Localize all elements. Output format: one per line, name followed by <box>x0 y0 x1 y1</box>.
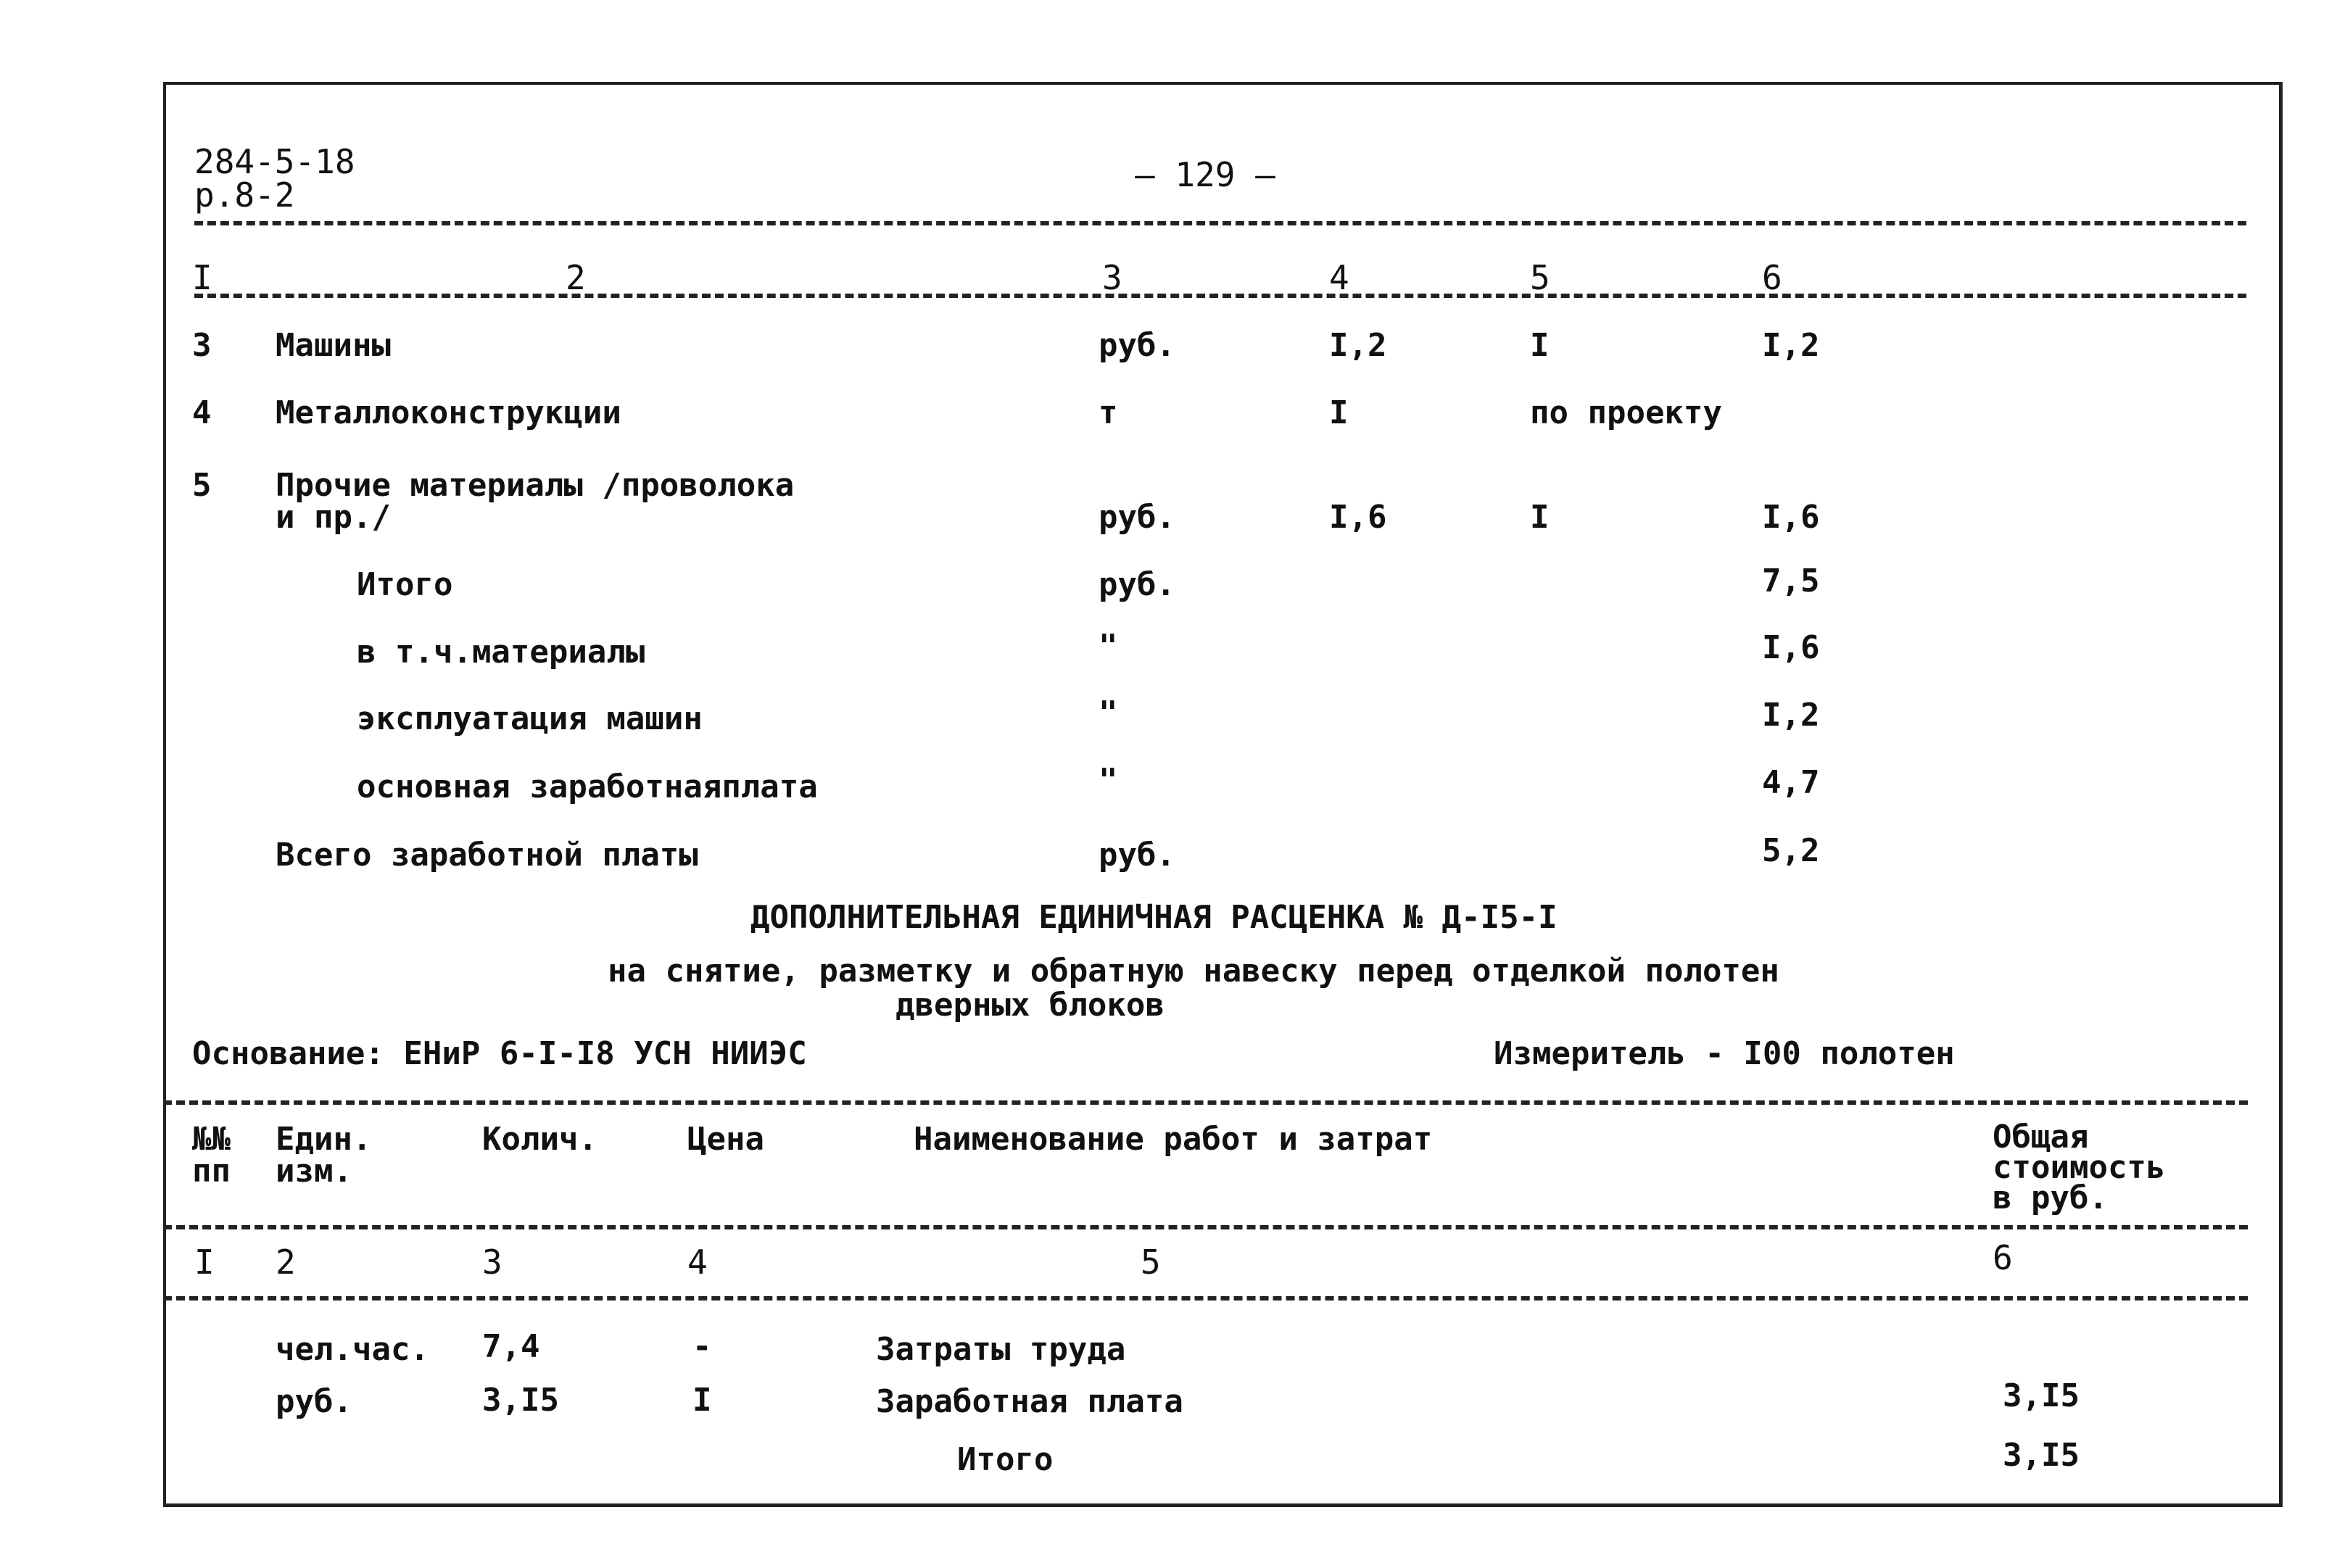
column-number: 4 <box>1329 258 1349 297</box>
row-name: Металлоконструкции <box>276 394 621 431</box>
total-unit: " <box>1099 762 1118 799</box>
total-unit: руб. <box>1099 837 1175 874</box>
total-label: эксплуатация машин <box>357 700 703 737</box>
total-unit: " <box>1099 694 1118 731</box>
row-price: I <box>692 1382 712 1419</box>
row-unit: чел.час. <box>276 1331 429 1368</box>
doc-code: 284-5-18 <box>194 142 355 181</box>
row-unit: руб. <box>276 1383 352 1420</box>
row-name: Машины <box>276 327 391 364</box>
measurement-unit: Измеритель - I00 полотен <box>1494 1035 1955 1072</box>
row-unit: руб. <box>1099 499 1175 536</box>
total-label: Итого <box>357 566 453 603</box>
column-number: I <box>194 1243 215 1282</box>
column-number: 4 <box>687 1243 708 1282</box>
column-number: 5 <box>1141 1243 1161 1282</box>
total-label: основная заработнаяплата <box>357 768 818 805</box>
total-unit: руб. <box>1099 566 1175 603</box>
row-value: по проекту <box>1530 394 1722 431</box>
divider <box>194 294 2246 298</box>
column-number: 3 <box>482 1243 502 1282</box>
row-unit: руб. <box>1099 327 1175 364</box>
column-number: 5 <box>1530 258 1550 297</box>
total-value: 7,5 <box>1762 563 1820 600</box>
total-unit: " <box>1099 628 1118 665</box>
header-price: Цена <box>687 1121 764 1158</box>
divider <box>194 221 2246 225</box>
divider <box>163 1296 2248 1301</box>
header-name: Наименование работ и затрат <box>914 1121 1433 1158</box>
row-value: I <box>1329 394 1349 431</box>
row-price: - <box>692 1328 712 1365</box>
header-total: Общая стоимость в руб. <box>1993 1119 2166 1216</box>
row-value: I,6 <box>1329 499 1387 536</box>
row-name: Заработная плата <box>876 1383 1183 1420</box>
row-total: 3,I5 <box>2003 1377 2080 1414</box>
header-unit: Един. изм. <box>276 1121 372 1190</box>
column-number: 2 <box>566 258 586 297</box>
total-value: 5,2 <box>1762 832 1820 869</box>
row-number: 5 <box>192 467 212 504</box>
divider <box>163 1225 2248 1229</box>
page-number: — 129 — <box>1135 155 1275 194</box>
total-value: 4,7 <box>1762 764 1820 801</box>
divider <box>163 1100 2248 1105</box>
row-total: 3,I5 <box>2003 1437 2080 1474</box>
row-name: Прочие материалы /проволока <box>276 467 795 504</box>
column-number: 6 <box>1762 258 1782 297</box>
column-number: 3 <box>1102 258 1122 297</box>
total-label: в т.ч.материалы <box>357 634 645 671</box>
row-unit: т <box>1099 394 1118 431</box>
header-number: №№ пп <box>192 1121 231 1190</box>
row-number: 3 <box>192 327 212 364</box>
row-value: I,6 <box>1762 499 1820 536</box>
row-name: Итого <box>957 1441 1054 1478</box>
row-value: I,2 <box>1762 327 1820 364</box>
row-number: 4 <box>192 394 212 431</box>
row-value: I <box>1530 499 1550 536</box>
column-number: 6 <box>1993 1238 2013 1277</box>
row-quantity: 7,4 <box>482 1328 540 1365</box>
column-number: I <box>192 258 212 297</box>
total-value: I,2 <box>1762 697 1820 734</box>
basis-reference: Основание: ЕНиР 6-I-I8 УСН НИИЭС <box>192 1035 807 1072</box>
row-quantity: 3,I5 <box>482 1382 559 1419</box>
row-value: I <box>1530 327 1550 364</box>
rate-subtitle: на снятие, разметку и обратную навеску перед отделкой полотен <box>608 953 1779 990</box>
row-value: I,2 <box>1329 327 1387 364</box>
rate-subtitle: дверных блоков <box>895 987 1165 1024</box>
section-label: р.8-2 <box>194 175 295 215</box>
total-label: Всего заработной платы <box>276 837 698 874</box>
column-number: 2 <box>276 1243 296 1282</box>
row-name: Затраты труда <box>876 1331 1126 1368</box>
header-quantity: Колич. <box>482 1121 597 1158</box>
row-name: и пр./ <box>276 499 391 536</box>
rate-title: ДОПОЛНИТЕЛЬНАЯ ЕДИНИЧНАЯ РАСЦЕНКА № Д-I5-I <box>750 899 1558 936</box>
total-value: I,6 <box>1762 629 1820 666</box>
